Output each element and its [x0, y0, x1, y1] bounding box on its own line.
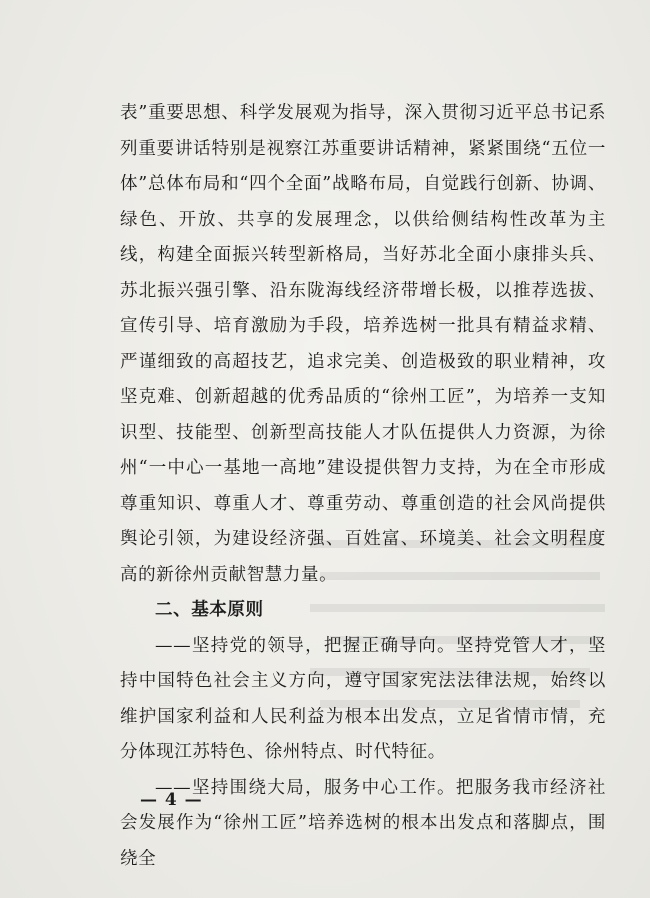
section-heading: 二、基本原则: [155, 600, 264, 620]
principle-paragraph-1: ——坚持党的领导，把握正确导向。坚持党管人才，坚持中国特色社会主义方向，遵守国家宪法法律法规，始终以维护国家利益和人民利益为根本出发点，立足省情市情，充分体现江苏特色、徐州特点、时代特征。: [120, 635, 606, 762]
principle-paragraph-2: ——坚持围绕大局，服务中心工作。把服务我市经济社会发展作为“徐州工匠”培养选树的根本出发点和落脚点，围绕全: [120, 777, 606, 869]
page-number: — 4 —: [140, 790, 203, 810]
body-paragraph: 表”重要思想、科学发展观为指导，深入贯彻习近平总书记系列重要讲话特别是视察江苏重要讲话精神，紧紧围绕“五位一体”总体布局和“四个全面”战略布局，自觉践行创新、协调、绿色、开放、共享的发展理念，以供给侧结构性改革为主线，构建全面振兴转型新格局，当好苏北全面小康排头兵、苏北振兴强引擎、沿东陇海线经济带增长极，以推荐选拔、宣传引导、培育激励为手段，培养选树一批具有精益求精、严谨细致的高超技艺，追求完美、创造极致的职业精神，攻坚克难、创新超越的优秀品质的“徐州工匠”，为培养一支知识型、技能型、创新型高技能人才队伍提供人力资源，为徐州“一中心一基地一高地”建设提供智力支持，为在全市形成尊重知识、尊重人才、尊重劳动、尊重创造的社会风尚提供舆论引领，为建设经济强、百姓富、环境美、社会文明程度高的新徐州贡献智慧力量。: [120, 103, 606, 585]
document-body: [120, 96, 606, 877]
